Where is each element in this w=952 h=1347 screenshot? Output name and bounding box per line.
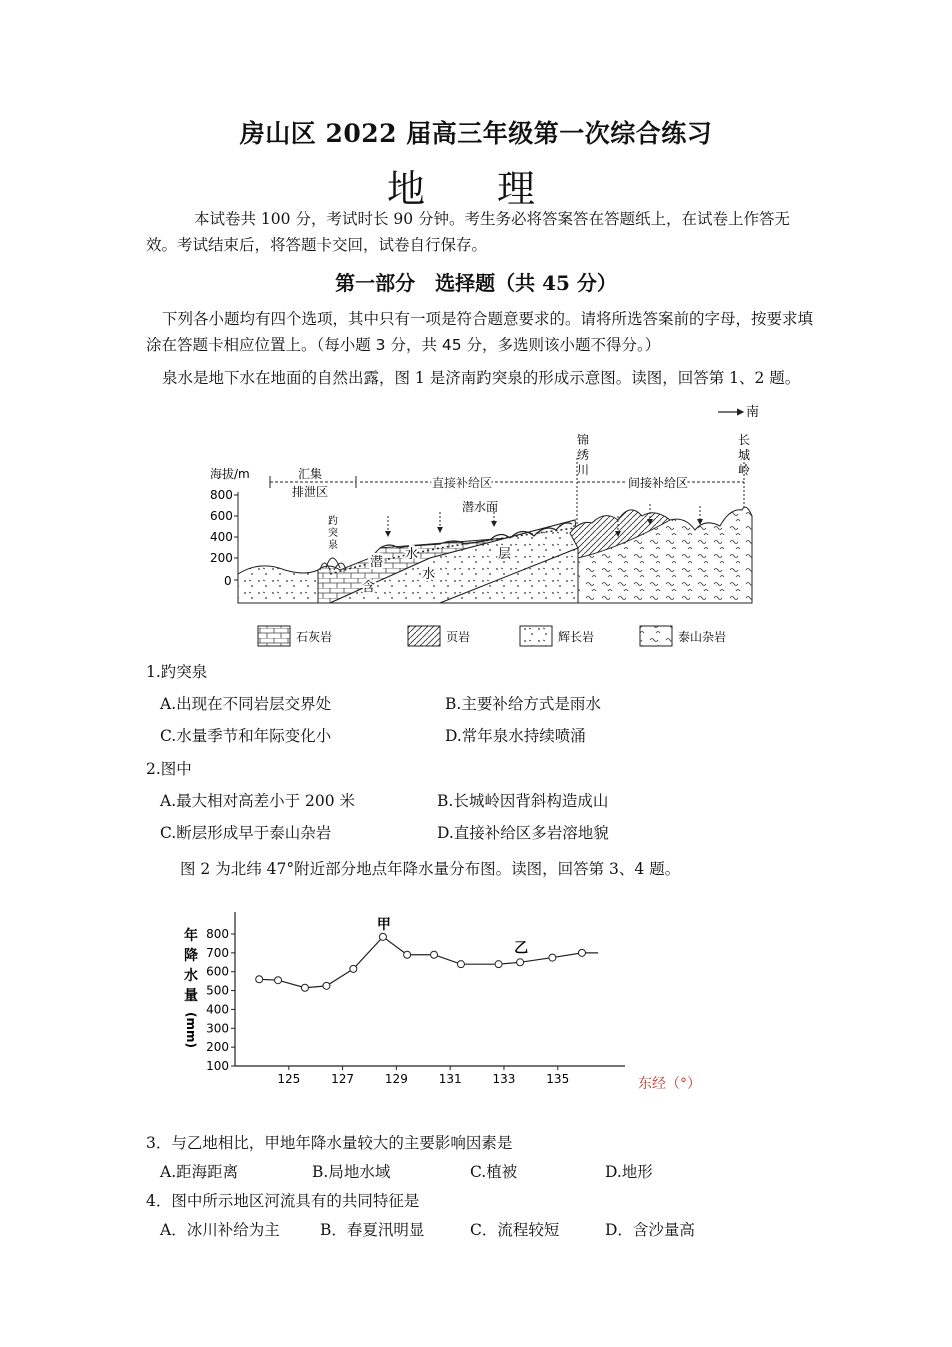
question-1-option-d[interactable]: D.常年泉水持续喷涌 <box>445 727 586 745</box>
question-3-stem: 3．与乙地相比，甲地年降水量较大的主要影响因素是 <box>146 1134 513 1152</box>
spring-label-1: 趵 <box>328 516 338 527</box>
chart-data-point <box>301 984 308 991</box>
chart-xlabel: 东经（°） <box>638 1076 701 1092</box>
chart-data-point <box>350 965 357 972</box>
chart-ytick-label: 200 <box>206 1040 229 1055</box>
chart-data-point <box>517 959 524 966</box>
chart-ytick-label: 300 <box>206 1021 229 1036</box>
legend-taishan: 泰山杂岩 <box>678 630 727 644</box>
chart-xtick-label: 131 <box>438 1072 462 1086</box>
chart-ylabel-char: 量 <box>184 988 198 1004</box>
chart-xtick-label: 125 <box>277 1072 301 1086</box>
question-1-option-c[interactable]: C.水量季节和年际变化小 <box>160 727 332 745</box>
place-jinxiuchuan-1: 锦 <box>577 433 590 447</box>
question-3-option-d[interactable]: D.地形 <box>605 1163 653 1181</box>
place-jinxiuchuan-3: 川 <box>577 463 590 477</box>
subject-title: 地 理 <box>386 167 566 211</box>
water-table-label: 潜水面 <box>462 500 499 514</box>
place-changchengling-1: 长 <box>738 433 751 447</box>
chart-data-point <box>275 977 282 984</box>
question-2-option-c[interactable]: C.断层形成早于泰山杂岩 <box>160 824 332 842</box>
chart-ytick-label: 600 <box>206 964 229 979</box>
chart-ytick-label: 800 <box>206 927 229 941</box>
spring-label-2: 突 <box>328 528 338 539</box>
question-2-option-d[interactable]: D.直接补给区多岩溶地貌 <box>437 824 609 842</box>
aquifer-char-1: 潜 <box>370 555 384 570</box>
chart-ylabel <box>184 927 198 1048</box>
chart-ytick-label: 400 <box>206 1002 229 1017</box>
question-4-option-b[interactable]: B．春夏汛明显 <box>320 1221 425 1239</box>
zone-discharge-line1: 汇集 <box>298 467 323 481</box>
question-2-stem: 2.图中 <box>146 760 192 778</box>
aquifer-char-3: 含 <box>362 580 376 595</box>
chart-data-point <box>404 951 411 958</box>
chart-data-point <box>457 961 464 968</box>
question-3-option-c[interactable]: C.植被 <box>470 1163 518 1181</box>
chart-ylabel-char: 降 <box>184 948 198 964</box>
chart-data-point <box>256 976 263 983</box>
ytick-0: 0 <box>224 574 232 588</box>
chart-data-point <box>379 933 386 940</box>
zone-indirect-recharge: 间接补给区 <box>628 476 689 490</box>
question-1-option-b[interactable]: B.主要补给方式是雨水 <box>445 695 601 713</box>
chart-ylabel-unit: (mm) <box>184 1012 198 1048</box>
chart-data-point <box>431 951 438 958</box>
chart-data-point <box>549 954 556 961</box>
figure1-yticks <box>210 488 233 588</box>
legend-limestone: 石灰岩 <box>296 630 333 644</box>
chart-xtick-label: 127 <box>331 1072 355 1086</box>
question-1-option-a[interactable]: A.出现在不同岩层交界处 <box>160 695 332 713</box>
exam-title: 房山区 2022 届高三年级第一次综合练习 <box>239 119 713 148</box>
chart-xtick-label: 129 <box>384 1072 408 1086</box>
chart-data-point <box>578 949 585 956</box>
ytick-200: 200 <box>210 551 233 565</box>
question-2-option-a[interactable]: A.最大相对高差小于 200 米 <box>160 792 356 810</box>
spring-label-3: 泉 <box>328 540 338 551</box>
ytick-400: 400 <box>210 530 233 544</box>
chart-xtick-label: 135 <box>546 1072 570 1086</box>
question-4-option-c[interactable]: C．流程较短 <box>470 1221 560 1239</box>
place-jinxiuchuan-2: 绣 <box>577 448 590 462</box>
chart-xtick-label: 133 <box>492 1072 516 1086</box>
ytick-800: 800 <box>210 488 233 502</box>
zone-discharge-line2: 排泄区 <box>292 485 329 499</box>
zone-direct-recharge: 直接补给区 <box>432 476 493 490</box>
chart-ylabel-char: 水 <box>184 968 198 984</box>
figure-1-cross-section <box>200 398 775 654</box>
figure1-legend <box>258 626 726 646</box>
place-changchengling-2: 城 <box>738 448 751 462</box>
chart-ytick-label: 100 <box>206 1059 229 1073</box>
question-4-stem: 4．图中所示地区河流具有的共同特征是 <box>146 1192 420 1210</box>
passage-1: 泉水是地下水在地面的自然出露，图 1 是济南趵突泉的形成示意图。读图，回答第 1、2 题。 <box>162 369 801 387</box>
chart-ytick-label: 700 <box>206 945 229 960</box>
figure1-ylabel: 海拔/m <box>210 467 250 481</box>
aquifer-char-2: 水 <box>405 547 419 562</box>
section-heading: 第一部分 选择题（共 45 分） <box>335 271 617 295</box>
ytick-600: 600 <box>210 509 233 523</box>
legend-gabbro: 辉长岩 <box>558 630 595 644</box>
question-1-stem: 1.趵突泉 <box>146 663 208 681</box>
intro-text: 本试卷共 100 分，考试时长 90 分钟。考生务必将答案答在答题纸上，在试卷上作答无效。考试结束后，将答题卡交回，试卷自行保存。 <box>146 210 791 254</box>
direction-label: 南 <box>746 405 760 420</box>
chart-data-point <box>323 982 330 989</box>
chart-annotation: 乙 <box>514 940 529 957</box>
place-changchengling-3: 岭 <box>738 463 751 477</box>
chart-series-line <box>259 937 598 988</box>
legend-shale: 页岩 <box>446 630 471 644</box>
question-3-option-b[interactable]: B.局地水域 <box>312 1163 391 1181</box>
question-4-option-d[interactable]: D．含沙量高 <box>605 1221 695 1239</box>
chart-annotation: 甲 <box>376 916 391 933</box>
chart-data-point <box>495 961 502 968</box>
aquifer-char-4: 水 <box>422 567 436 582</box>
section-instructions: 下列各小题均有四个选项，其中只有一项是符合题意要求的。请将所选答案前的字母，按要求填涂在答题卡相应位置上。（每小题 3 分，共 45 分，多选则该小题不得分。） <box>146 310 814 354</box>
question-2-option-b[interactable]: B.长城岭因背斜构造成山 <box>437 792 609 810</box>
question-3-option-a[interactable]: A.距海距离 <box>160 1163 239 1181</box>
chart-ylabel-char: 年 <box>184 928 198 944</box>
question-4-option-a[interactable]: A．冰川补给为主 <box>160 1221 280 1239</box>
chart-ytick-label: 500 <box>206 983 229 998</box>
aquifer-char-5: 层 <box>498 547 512 562</box>
passage-2: 图 2 为北纬 47°附近部分地点年降水量分布图。读图，回答第 3、4 题。 <box>180 860 681 878</box>
figure-2-precipitation-chart <box>170 900 730 1100</box>
